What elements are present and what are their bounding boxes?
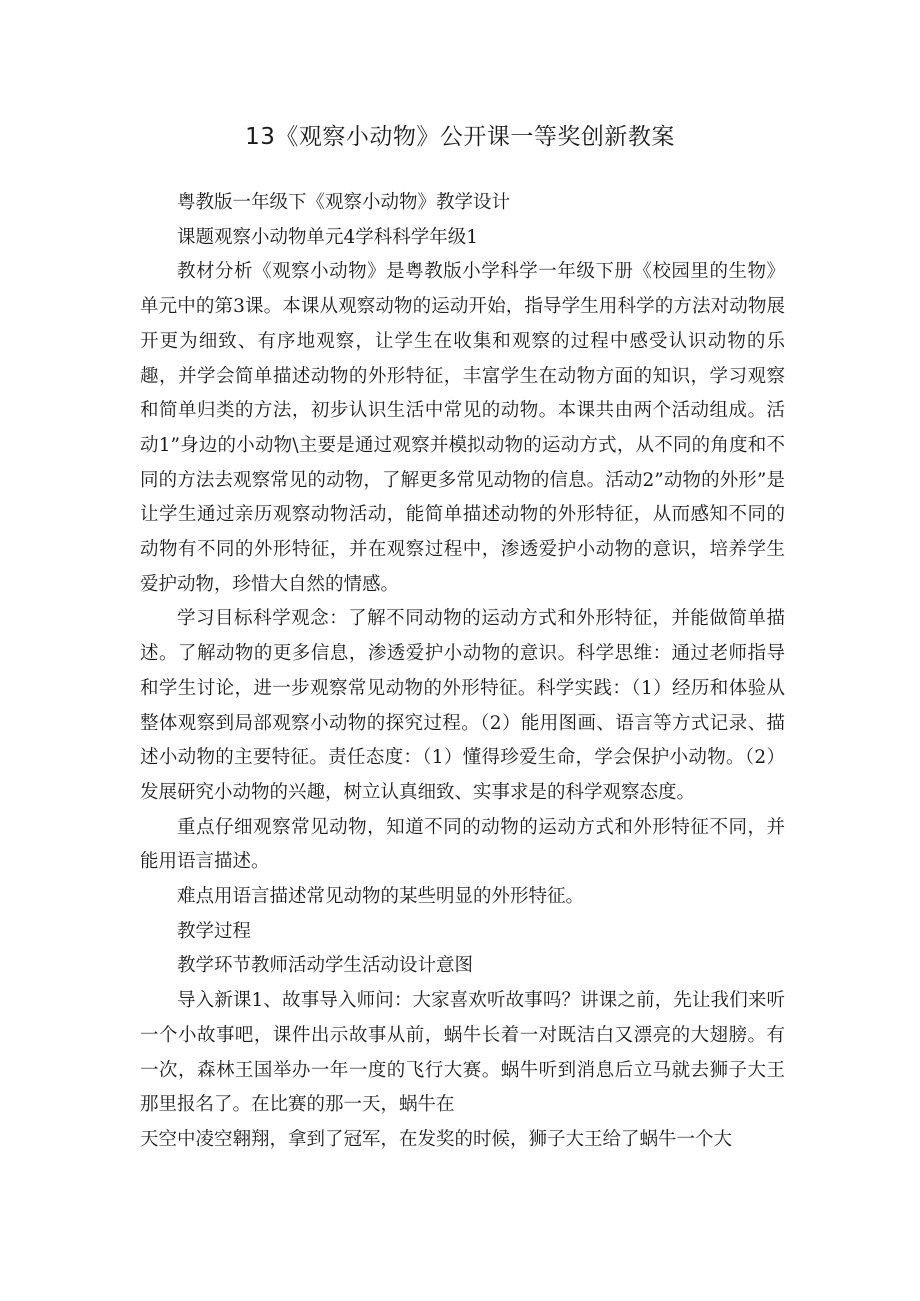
- document-title: 13《观察小动物》公开课一等奖创新教案: [245, 124, 675, 150]
- paragraph-introduction: 导入新课1、故事导入师问：大家喜欢听故事吗？讲课之前，先让我们来听一个小故事吧，课件出示故事从前，蜗牛长着一对既洁白又漂亮的大翅膀。有一次，森林王国举办一年一度的飞行大赛。蜗牛听到消息后立马就去狮子大王那里报名了。在比赛的那一天，蜗牛在: [140, 990, 785, 1116]
- paragraph-teaching-columns: 教学环节教师活动学生活动设计意图: [177, 955, 474, 977]
- paragraph-key-points: 重点仔细观察常见动物，知道不同的动物的运动方式和外形特征不同，并能用语言描述。: [140, 816, 785, 873]
- paragraph-learning-objectives: 学习目标科学观念：了解不同动物的运动方式和外形特征，并能做简单描述。了解动物的更多信息，渗透爱护小动物的意识。科学思维：通过老师指导和学生讨论，进一步观察常见动物的外形特征。科学实践：（1）经历和体验从整体观察到局部观察小动物的探究过程。（2）能用图画、语言等方式记录、描述小动物的主要特征。责任态度：（1）懂得珍爱生命，学会保护小动物。（2）发展研究小动物的兴趣，树立认真细致、实事求是的科学观察态度。: [140, 608, 785, 803]
- paragraph-teaching-process: 教学过程: [177, 920, 252, 942]
- paragraph-subtitle: 粤教版一年级下《观察小动物》教学设计: [177, 192, 511, 213]
- paragraph-difficulties: 难点用语言描述常见动物的某些明显的外形特征。: [177, 886, 585, 908]
- paragraph-material-analysis: 教材分析《观察小动物》是粤教版小学科学一年级下册《校园里的生物》单元中的第3课。本课从观察动物的运动开始，指导学生用科学的方法对动物展开更为细致、有序地观察，让学生在收集和观察的过程中感受认识动物的乐趣，并学会简单描述动物的外形特征，丰富学生在动物方面的知识，学习观察和简单归类的方法，初步认识生活中常见的动物。本课共由两个活动组成。活动1”身边的小动物\主要是通过观察并模拟动物的运动方式，从不同的角度和不同的方法去观察常见的动物，了解更多常见动物的信息。活动2”动物的外形”是让学生通过亲历观察动物活动，能简单描述动物的外形特征，从而感知不同的动物有不同的外形特征，并在观察过程中，渗透爱护小动物的意识，培养学生爱护动物，珍惜大自然的情感。: [140, 261, 785, 595]
- document-body: [140, 186, 785, 1158]
- paragraph-course-info: 课题观察小动物单元4学科科学年级1: [177, 226, 479, 248]
- paragraph-continuation: 天空中凌空翱翔，拿到了冠军，在发奖的时候，狮子大王给了蜗牛一个大: [140, 1128, 733, 1150]
